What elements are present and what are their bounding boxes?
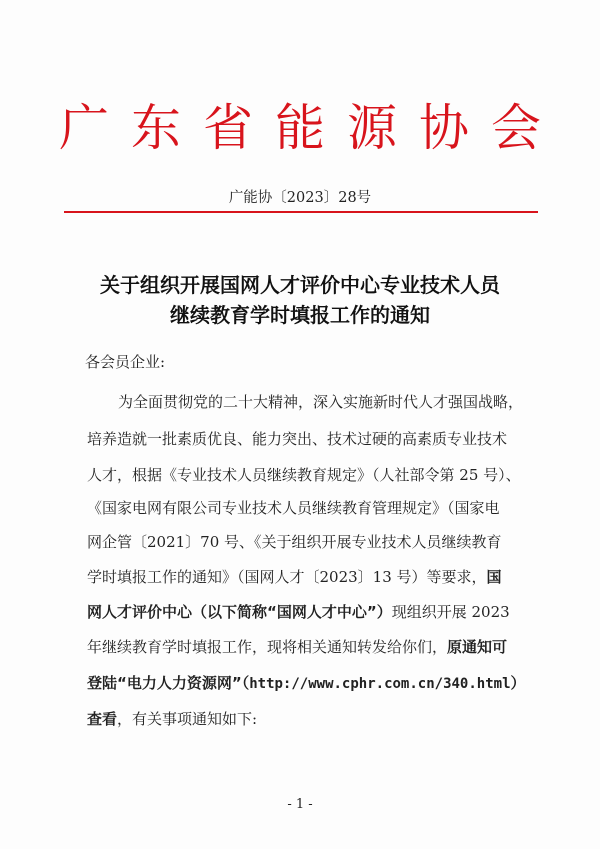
paragraph-line <box>87 567 539 587</box>
bold-text-run: 国 <box>486 568 502 586</box>
paragraph-line: 为全面贯彻党的二十大精神，深入实施新时代人才强国战略， <box>118 393 524 411</box>
paragraph-line <box>87 673 539 694</box>
paragraph-line <box>87 709 539 729</box>
text-run: 学时填报工作的通知》（国网人才〔2023〕13 号）等要求， <box>87 568 487 586</box>
title-line-2: 继续教育学时填报工作的通知 <box>170 303 430 327</box>
paragraph-line: 《国家电网有限公司专业技术人员继续教育管理规定》（国家电 <box>87 499 500 517</box>
text-run: ，有关事项通知如下: <box>117 710 258 728</box>
paragraph-line: 人才，根据《专业技术人员继续教育规定》（人社部令第 25 号）、 <box>87 466 521 484</box>
text-run: 年继续教育学时填报工作，现将相关通知转发给你们， <box>87 638 448 656</box>
notice-title <box>40 270 560 330</box>
page-number: - 1 - <box>287 797 313 812</box>
document-number: 广能协〔2023〕28号 <box>228 190 372 206</box>
salutation: 各会员企业: <box>85 353 166 371</box>
paragraph-line <box>87 637 539 657</box>
website-url[interactable]: http://www.cphr.com.cn/340.html <box>249 676 511 692</box>
paragraph-line: 网企管〔2021〕70 号、《关于组织开展专业技术人员继续教育 <box>87 533 502 551</box>
bold-text-run: 原通知可 <box>447 638 508 656</box>
organization-name: 广东省能源协会 <box>59 99 563 157</box>
bold-text-run: 查看 <box>87 710 118 728</box>
bold-text-run: 网人才评价中心（以下简称“国网人才中心”） <box>87 603 392 621</box>
paragraph-line <box>87 602 539 622</box>
bold-text-run: 登陆“电力人力资源网”（ <box>87 674 250 692</box>
text-run: 现组织开展 2023 <box>391 603 510 621</box>
title-line-1: 关于组织开展国网人才评价中心专业技术人员 <box>100 273 500 297</box>
bold-text-run: ） <box>510 674 526 692</box>
red-divider-line <box>64 211 538 213</box>
paragraph-line: 培养造就一批素质优良、能力突出、技术过硬的高素质专业技术 <box>87 430 508 448</box>
